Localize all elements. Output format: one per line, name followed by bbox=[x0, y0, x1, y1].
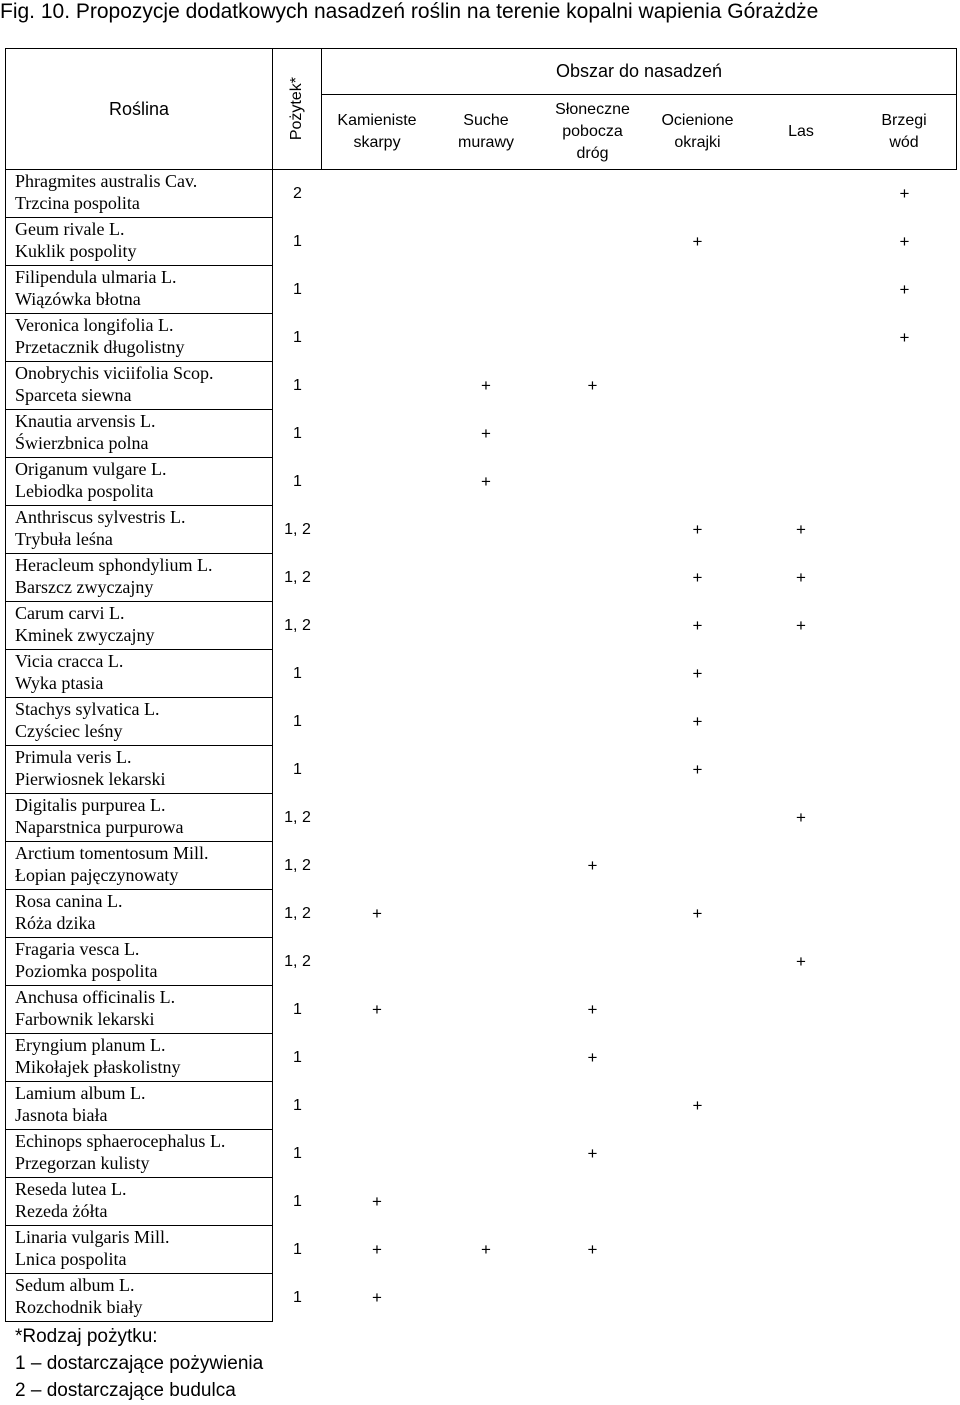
plant-name-cell bbox=[5, 1130, 273, 1178]
use-type-value: 2 bbox=[293, 185, 302, 202]
table-row bbox=[5, 1178, 957, 1226]
area-mark bbox=[540, 698, 645, 746]
area-mark: + bbox=[692, 232, 703, 251]
plant-name-cell bbox=[5, 1274, 273, 1322]
area-mark bbox=[645, 266, 750, 314]
area-mark bbox=[645, 314, 750, 362]
area-mark: + bbox=[372, 1000, 382, 1019]
plant-name-cell bbox=[5, 842, 273, 890]
area-mark: + bbox=[481, 376, 491, 395]
plant-polish-name: Kminek zwyczajny bbox=[15, 625, 155, 645]
area-mark bbox=[852, 410, 957, 458]
area-mark bbox=[432, 842, 540, 890]
area-mark bbox=[852, 698, 957, 746]
use-type-value: 1 bbox=[293, 713, 302, 730]
area-mark bbox=[540, 602, 645, 650]
plant-name-cell bbox=[5, 458, 273, 506]
area-mark bbox=[750, 170, 852, 218]
plant-name-cell bbox=[5, 602, 273, 650]
area-mark: + bbox=[481, 472, 491, 491]
plant-latin-name: Reseda lutea L. bbox=[15, 1179, 127, 1199]
area-mark: + bbox=[899, 328, 910, 347]
plant-name-cell bbox=[5, 506, 273, 554]
plant-polish-name: Farbownik lekarski bbox=[15, 1009, 155, 1029]
use-type-value: 1, 2 bbox=[284, 809, 311, 826]
area-mark bbox=[322, 362, 432, 410]
column-header-ocienione-okrajki: Ocienione okrajki bbox=[645, 95, 750, 170]
table-row bbox=[5, 362, 957, 410]
area-mark bbox=[750, 890, 852, 938]
area-mark bbox=[852, 458, 957, 506]
area-mark bbox=[852, 362, 957, 410]
use-type-value: 1 bbox=[293, 425, 302, 442]
area-mark bbox=[432, 506, 540, 554]
plant-latin-name: Fragaria vesca L. bbox=[15, 939, 140, 959]
area-mark bbox=[750, 1034, 852, 1082]
use-type-value: 1 bbox=[293, 1241, 302, 1258]
use-type-value: 1 bbox=[293, 329, 302, 346]
area-mark bbox=[852, 1082, 957, 1130]
area-mark bbox=[750, 746, 852, 794]
plant-latin-name: Anthriscus sylvestris L. bbox=[15, 507, 186, 527]
plant-polish-name: Mikołajek płaskolistny bbox=[15, 1057, 181, 1077]
plant-name-cell bbox=[5, 698, 273, 746]
area-mark bbox=[750, 218, 852, 266]
area-mark bbox=[432, 938, 540, 986]
area-mark bbox=[750, 1082, 852, 1130]
plant-polish-name: Trzcina pospolita bbox=[15, 193, 140, 213]
area-mark bbox=[322, 170, 432, 218]
area-mark bbox=[322, 938, 432, 986]
area-mark bbox=[852, 1178, 957, 1226]
plant-name-cell bbox=[5, 794, 273, 842]
area-mark bbox=[750, 314, 852, 362]
column-header-kamieniste-skarpy: Kamieniste skarpy bbox=[322, 95, 432, 170]
area-mark bbox=[432, 698, 540, 746]
plant-latin-name: Heracleum sphondylium L. bbox=[15, 555, 213, 575]
area-mark bbox=[322, 1082, 432, 1130]
plant-latin-name: Onobrychis viciifolia Scop. bbox=[15, 363, 214, 383]
area-mark: + bbox=[796, 568, 806, 587]
plant-latin-name: Primula veris L. bbox=[15, 747, 132, 767]
plant-name-cell bbox=[5, 554, 273, 602]
area-mark bbox=[432, 1130, 540, 1178]
plant-name-cell bbox=[5, 1226, 273, 1274]
plant-name-cell bbox=[5, 266, 273, 314]
table-row bbox=[5, 266, 957, 314]
use-type-value: 1 bbox=[293, 233, 302, 250]
plant-latin-name: Filipendula ulmaria L. bbox=[15, 267, 177, 287]
area-mark bbox=[645, 1178, 750, 1226]
area-mark bbox=[750, 1178, 852, 1226]
plant-name-cell bbox=[5, 650, 273, 698]
area-mark bbox=[852, 1274, 957, 1322]
area-mark bbox=[750, 1130, 852, 1178]
footnote-item: 2 – dostarczające budulca bbox=[15, 1380, 236, 1401]
table-row bbox=[5, 650, 957, 698]
table-row bbox=[5, 410, 957, 458]
table-row bbox=[5, 218, 957, 266]
area-mark bbox=[540, 1082, 645, 1130]
plant-polish-name: Róża dzika bbox=[15, 913, 96, 933]
use-type-value: 1 bbox=[293, 1145, 302, 1162]
area-mark bbox=[852, 890, 957, 938]
area-mark bbox=[432, 170, 540, 218]
area-mark: + bbox=[372, 1288, 382, 1307]
plant-latin-name: Carum carvi L. bbox=[15, 603, 125, 623]
table-row bbox=[5, 1034, 957, 1082]
plant-polish-name: Wyka ptasia bbox=[15, 673, 104, 693]
table-body bbox=[5, 170, 957, 1322]
use-type-value: 1 bbox=[293, 473, 302, 490]
plant-polish-name: Poziomka pospolita bbox=[15, 961, 158, 981]
area-mark: + bbox=[372, 1192, 382, 1211]
area-mark bbox=[432, 554, 540, 602]
plant-polish-name: Naparstnica purpurowa bbox=[15, 817, 184, 837]
table-row bbox=[5, 794, 957, 842]
plant-latin-name: Echinops sphaerocephalus L. bbox=[15, 1131, 226, 1151]
table-row bbox=[5, 170, 957, 218]
plant-latin-name: Digitalis purpurea L. bbox=[15, 795, 166, 815]
column-header-area-group: Obszar do nasadzeń bbox=[322, 48, 957, 95]
plant-polish-name: Jasnota biała bbox=[15, 1105, 108, 1125]
area-mark bbox=[322, 1130, 432, 1178]
area-mark bbox=[432, 1082, 540, 1130]
table-row bbox=[5, 938, 957, 986]
plant-latin-name: Rosa canina L. bbox=[15, 891, 123, 911]
area-mark bbox=[750, 986, 852, 1034]
footnote bbox=[15, 1323, 263, 1404]
area-mark bbox=[645, 1130, 750, 1178]
area-mark bbox=[750, 410, 852, 458]
area-mark bbox=[322, 314, 432, 362]
plant-polish-name: Łopian pajęczynowaty bbox=[15, 865, 179, 885]
area-mark bbox=[540, 890, 645, 938]
area-mark: + bbox=[796, 520, 806, 539]
plant-name-cell bbox=[5, 218, 273, 266]
plant-name-cell bbox=[5, 362, 273, 410]
area-mark bbox=[540, 554, 645, 602]
use-type-value: 1 bbox=[293, 1289, 302, 1306]
area-mark: + bbox=[899, 280, 910, 299]
area-mark bbox=[645, 458, 750, 506]
area-mark bbox=[432, 1178, 540, 1226]
plant-latin-name: Eryngium planum L. bbox=[15, 1035, 166, 1055]
plant-latin-name: Knautia arvensis L. bbox=[15, 411, 156, 431]
plant-latin-name: Sedum album L. bbox=[15, 1275, 135, 1295]
area-mark bbox=[852, 938, 957, 986]
area-mark bbox=[322, 698, 432, 746]
area-mark bbox=[432, 266, 540, 314]
plant-polish-name: Trybuła leśna bbox=[15, 529, 113, 549]
area-mark bbox=[852, 506, 957, 554]
area-mark bbox=[432, 1274, 540, 1322]
use-type-value: 1, 2 bbox=[284, 617, 311, 634]
area-mark bbox=[322, 410, 432, 458]
use-type-value: 1 bbox=[293, 761, 302, 778]
table-row bbox=[5, 986, 957, 1034]
plant-name-cell bbox=[5, 746, 273, 794]
plant-name-cell bbox=[5, 170, 273, 218]
use-type-value: 1 bbox=[293, 665, 302, 682]
area-mark: + bbox=[587, 1240, 598, 1259]
area-mark bbox=[645, 938, 750, 986]
plant-latin-name: Phragmites australis Cav. bbox=[15, 171, 198, 191]
area-mark bbox=[645, 842, 750, 890]
area-mark bbox=[750, 842, 852, 890]
area-mark bbox=[322, 1034, 432, 1082]
use-type-value: 1 bbox=[293, 1097, 302, 1114]
area-mark bbox=[432, 314, 540, 362]
plant-polish-name: Barszcz zwyczajny bbox=[15, 577, 154, 597]
use-type-value: 1 bbox=[293, 1049, 302, 1066]
plant-name-cell bbox=[5, 1034, 273, 1082]
area-mark: + bbox=[692, 616, 703, 635]
column-header-las: Las bbox=[750, 95, 852, 170]
area-mark bbox=[432, 602, 540, 650]
plant-latin-name: Veronica longifolia L. bbox=[15, 315, 174, 335]
area-mark: + bbox=[692, 568, 703, 587]
area-mark bbox=[540, 410, 645, 458]
plant-latin-name: Stachys sylvatica L. bbox=[15, 699, 160, 719]
table-row bbox=[5, 890, 957, 938]
area-mark bbox=[540, 650, 645, 698]
plant-latin-name: Arctium tomentosum Mill. bbox=[15, 843, 209, 863]
plant-latin-name: Anchusa officinalis L. bbox=[15, 987, 176, 1007]
plant-polish-name: Lebiodka pospolita bbox=[15, 481, 154, 501]
use-type-value: 1, 2 bbox=[284, 857, 311, 874]
area-mark: + bbox=[692, 904, 703, 923]
area-mark bbox=[540, 506, 645, 554]
area-mark: + bbox=[796, 808, 806, 827]
plant-polish-name: Czyściec leśny bbox=[15, 721, 123, 741]
column-header-brzegi-wod: Brzegi wód bbox=[852, 95, 957, 170]
area-mark: + bbox=[796, 952, 806, 971]
area-mark: + bbox=[481, 1240, 491, 1259]
area-mark bbox=[322, 746, 432, 794]
plant-name-cell bbox=[5, 314, 273, 362]
area-mark: + bbox=[692, 1096, 703, 1115]
plant-name-cell bbox=[5, 890, 273, 938]
area-mark: + bbox=[587, 1000, 598, 1019]
use-type-value: 1 bbox=[293, 281, 302, 298]
area-mark bbox=[852, 1034, 957, 1082]
area-mark: + bbox=[372, 1240, 382, 1259]
plant-polish-name: Przetacznik długolistny bbox=[15, 337, 185, 357]
plant-latin-name: Lamium album L. bbox=[15, 1083, 146, 1103]
table-row bbox=[5, 842, 957, 890]
plant-polish-name: Pierwiosnek lekarski bbox=[15, 769, 166, 789]
area-mark bbox=[750, 698, 852, 746]
area-mark bbox=[645, 362, 750, 410]
table-row bbox=[5, 746, 957, 794]
table-row bbox=[5, 1274, 957, 1322]
area-mark: + bbox=[372, 904, 382, 923]
plant-name-cell bbox=[5, 938, 273, 986]
area-mark bbox=[322, 458, 432, 506]
area-mark: + bbox=[796, 616, 806, 635]
footnote-title: *Rodzaj pożytku: bbox=[15, 1326, 158, 1347]
column-header-plant: Roślina bbox=[5, 48, 273, 170]
area-mark bbox=[852, 602, 957, 650]
area-mark bbox=[540, 746, 645, 794]
plant-name-cell bbox=[5, 1178, 273, 1226]
table-row bbox=[5, 1082, 957, 1130]
plant-latin-name: Linaria vulgaris Mill. bbox=[15, 1227, 170, 1247]
area-mark bbox=[852, 650, 957, 698]
area-mark bbox=[540, 938, 645, 986]
plant-latin-name: Origanum vulgare L. bbox=[15, 459, 167, 479]
column-header-sloneczne-pobocza-drog: Słoneczne pobocza dróg bbox=[540, 95, 645, 170]
area-mark: + bbox=[587, 376, 598, 395]
area-mark: + bbox=[692, 712, 703, 731]
area-mark bbox=[322, 554, 432, 602]
table-header bbox=[5, 48, 957, 170]
area-mark bbox=[852, 1226, 957, 1274]
use-type-value: 1, 2 bbox=[284, 953, 311, 970]
area-mark bbox=[645, 1226, 750, 1274]
plant-polish-name: Świerzbnica polna bbox=[15, 433, 149, 453]
figure-caption: Fig. 10. Propozycje dodatkowych nasadzeń roślin na terenie kopalni wapienia Górażdże bbox=[0, 0, 819, 23]
plant-latin-name: Geum rivale L. bbox=[15, 219, 125, 239]
area-mark: + bbox=[692, 664, 703, 683]
table-row bbox=[5, 602, 957, 650]
area-mark bbox=[432, 794, 540, 842]
area-mark: + bbox=[481, 424, 491, 443]
area-mark: + bbox=[587, 1048, 598, 1067]
area-mark bbox=[432, 746, 540, 794]
area-mark bbox=[540, 1274, 645, 1322]
area-mark bbox=[645, 1274, 750, 1322]
plant-polish-name: Sparceta siewna bbox=[15, 385, 132, 405]
use-type-value: 1, 2 bbox=[284, 569, 311, 586]
plant-polish-name: Kuklik pospolity bbox=[15, 241, 137, 261]
area-mark bbox=[645, 986, 750, 1034]
area-mark bbox=[322, 266, 432, 314]
area-mark bbox=[432, 650, 540, 698]
area-mark bbox=[750, 1274, 852, 1322]
area-mark: + bbox=[692, 520, 703, 539]
column-header-use bbox=[273, 48, 322, 170]
use-type-value: 1 bbox=[293, 1193, 302, 1210]
area-mark bbox=[852, 794, 957, 842]
area-mark bbox=[852, 746, 957, 794]
use-type-value: 1 bbox=[293, 377, 302, 394]
area-mark bbox=[540, 458, 645, 506]
area-mark: + bbox=[692, 760, 703, 779]
area-mark: + bbox=[587, 1144, 598, 1163]
use-type-value: 1, 2 bbox=[284, 521, 311, 538]
area-mark bbox=[432, 890, 540, 938]
area-mark bbox=[750, 362, 852, 410]
area-mark bbox=[852, 1130, 957, 1178]
area-mark bbox=[750, 650, 852, 698]
plant-name-cell bbox=[5, 410, 273, 458]
area-mark bbox=[645, 170, 750, 218]
area-mark bbox=[322, 794, 432, 842]
area-mark bbox=[540, 266, 645, 314]
area-mark: + bbox=[899, 184, 910, 203]
area-mark bbox=[645, 410, 750, 458]
plant-name-cell bbox=[5, 986, 273, 1034]
area-mark bbox=[540, 1178, 645, 1226]
area-mark bbox=[852, 986, 957, 1034]
use-type-value: 1 bbox=[293, 1001, 302, 1018]
table-row bbox=[5, 1130, 957, 1178]
area-mark bbox=[750, 266, 852, 314]
area-mark bbox=[645, 1034, 750, 1082]
area-mark bbox=[750, 1226, 852, 1274]
plant-polish-name: Rozchodnik biały bbox=[15, 1297, 143, 1317]
area-mark bbox=[645, 794, 750, 842]
area-mark bbox=[322, 506, 432, 554]
area-mark bbox=[322, 650, 432, 698]
plant-polish-name: Przegorzan kulisty bbox=[15, 1153, 150, 1173]
area-mark bbox=[540, 794, 645, 842]
use-type-value: 1, 2 bbox=[284, 905, 311, 922]
plant-polish-name: Wiązówka błotna bbox=[15, 289, 141, 309]
plantings-table bbox=[5, 48, 957, 1322]
area-mark bbox=[852, 842, 957, 890]
area-mark bbox=[322, 218, 432, 266]
table-row bbox=[5, 506, 957, 554]
area-mark bbox=[432, 986, 540, 1034]
area-mark bbox=[852, 554, 957, 602]
plant-polish-name: Rezeda żółta bbox=[15, 1201, 108, 1221]
table-row bbox=[5, 698, 957, 746]
area-mark bbox=[540, 314, 645, 362]
area-mark: + bbox=[899, 232, 910, 251]
area-mark bbox=[540, 218, 645, 266]
area-mark bbox=[540, 170, 645, 218]
column-header-use-label: Pożytek* bbox=[288, 77, 305, 141]
area-mark bbox=[322, 842, 432, 890]
plant-polish-name: Lnica pospolita bbox=[15, 1249, 127, 1269]
column-header-suche-murawy: Suche murawy bbox=[432, 95, 540, 170]
area-mark bbox=[750, 458, 852, 506]
plant-name-cell bbox=[5, 1082, 273, 1130]
table-row bbox=[5, 1226, 957, 1274]
table-row bbox=[5, 554, 957, 602]
table-row bbox=[5, 458, 957, 506]
area-mark bbox=[432, 1034, 540, 1082]
area-mark bbox=[432, 218, 540, 266]
area-mark bbox=[322, 602, 432, 650]
plant-latin-name: Vicia cracca L. bbox=[15, 651, 124, 671]
table-row bbox=[5, 314, 957, 362]
footnote-item: 1 – dostarczające pożywienia bbox=[15, 1353, 264, 1374]
area-mark: + bbox=[587, 856, 598, 875]
